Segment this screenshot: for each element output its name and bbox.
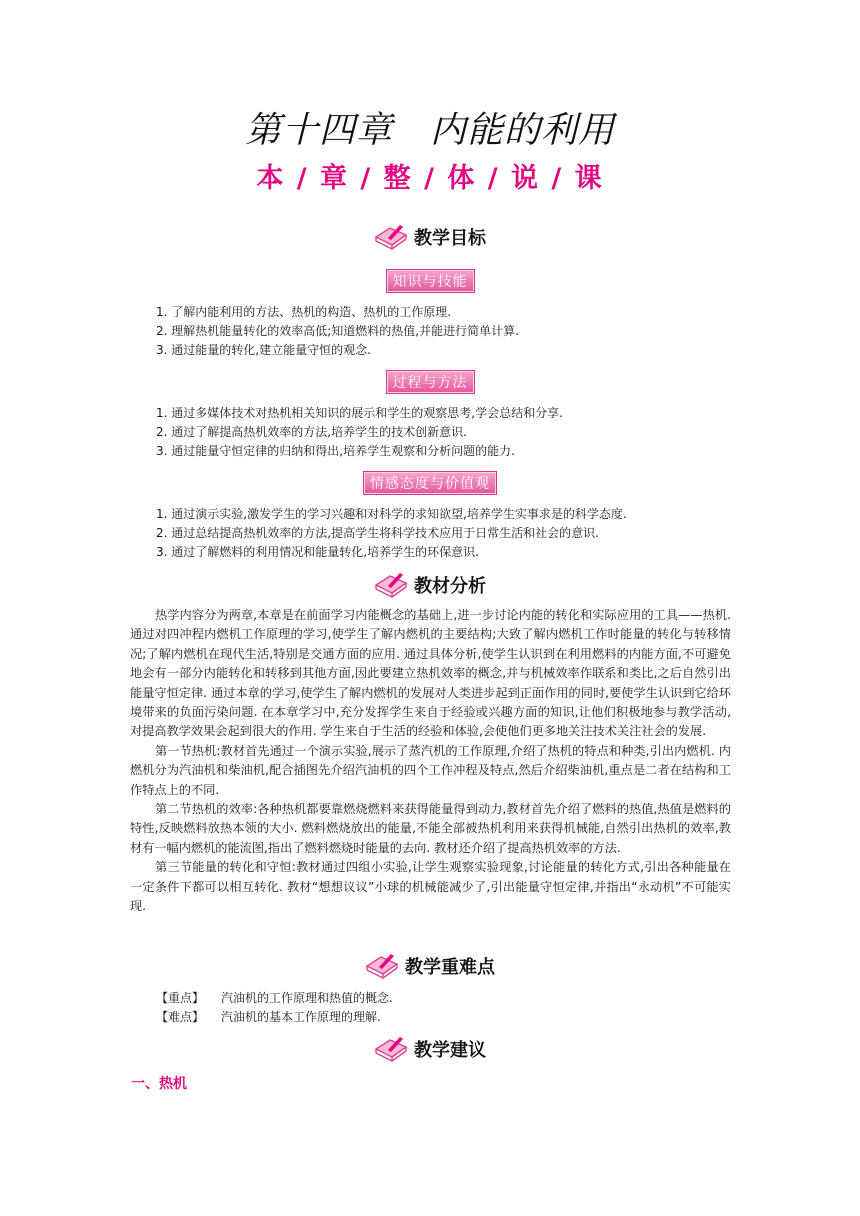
list-item: 3. 通过能量的转化,建立能量守恒的观念. — [156, 343, 371, 357]
notebook-pencil-icon — [374, 223, 408, 251]
paragraph: 第一节热机:教材首先通过一个演示实验,展示了蒸汽机的工作原理,介绍了热机的特点和种类,引出内燃机. 内燃机分为汽油机和柴油机,配合插图先介绍汽油机的四个工作冲程及特点,然后介绍柴油机,重点是二者在结构和工作特点上的不同. — [130, 743, 731, 797]
teaching-goals-heading-text: 教学目标 — [414, 228, 486, 249]
list-item: 1. 通过演示实验,激发学生的学习兴趣和对科学的求知欲望,培养学生实事求是的科学态度. — [156, 507, 627, 521]
suggestions-heading-text: 教学建议 — [414, 1040, 486, 1061]
paragraph: 第三节能量的转化和守恒:教材通过四组小实验,让学生观察实验现象,讨论能量的转化方式,引出各种能量在一定条件下都可以相互转化. 教材“想想议议”小球的机械能减少了,引出能量守恒定律,并指出“永动机”不可能实现. — [130, 860, 731, 914]
section-heading-heat-engine: 一、热机 — [131, 1076, 187, 1092]
chapter-subtitle: 本 / 章 / 整 / 体 / 说 / 课 — [256, 163, 604, 194]
paragraph: 热学内容分为两章,本章是在前面学习内能概念的基础上,进一步讨论内能的转化和实际应用的工具——热机. 通过对四冲程内燃机工作原理的学习,使学生了解内燃机的主要结构;大致了解内燃机工作时能量的转化与转移情况;了解内燃机在现代生活,特别是交通方面的应用. 通过具体分析,使学生认识到在利用燃料的内能方面,不可避免地会有一部分内能转化和转移到其他方面,因此要建立热机效率的概念,并与机械效率作联系和类比,之后自然引出能量守恒定律. 通过本章的学习,使学生了解内燃机的发展对人类进步起到正面作用的同时,要使学生认识到它给环境带来的负面污染问题. 在本章学习中,充分发挥学生来自于经验或兴趣方面的知识,让他们积极地参与教学活动,对提高教学效果会起到很大的作用. 学生来自于生活的经验和体验,会使他们更多地关注技术关注社会的发展. — [130, 608, 731, 739]
paragraph: 第二节热机的效率:各种热机都要靠燃烧燃料来获得能量得到动力,教材首先介绍了燃料的热值,热值是燃料的特性,反映燃料放热本领的大小. 燃料燃烧放出的能量,不能全部被热机利用来获得机械能,自然引出热机的效率,教材有一幅内燃机的能流图,指出了燃料燃烧时能量的去向. 教材还介绍了提高热机效率的方法. — [130, 802, 731, 855]
list-item: 3. 通过了解燃料的利用情况和能量转化,培养学生的环保意识. — [156, 545, 479, 559]
focus-label: 【重点】 — [156, 991, 205, 1005]
difficulty-text: 汽油机的基本工作原理的理解. — [221, 1010, 381, 1024]
list-item: 2. 通过了解提高热机效率的方法,培养学生的技术创新意识. — [156, 425, 467, 439]
list-item: 1. 了解内能利用的方法、热机的构造、热机的工作原理. — [156, 305, 452, 319]
list-item: 3. 通过能量守恒定律的归纳和得出,培养学生观察和分析问题的能力. — [156, 444, 515, 458]
key-points-heading — [0, 952, 860, 982]
suggestions-heading — [0, 1035, 860, 1065]
material-analysis-body — [130, 606, 731, 917]
list-item: 2. 理解热机能量转化的效率高低;知道燃料的热值,并能进行简单计算. — [156, 324, 519, 338]
chapter-title: 第十四章 内能的利用 — [244, 110, 615, 151]
focus-text: 汽油机的工作原理和热值的概念. — [221, 991, 393, 1005]
process-methods-label: 过程与方法 — [0, 370, 860, 394]
notebook-pencil-icon — [365, 952, 399, 980]
notebook-pencil-icon — [374, 1035, 408, 1063]
teaching-goals-heading — [0, 223, 860, 253]
list-item: 2. 通过总结提高热机效率的方法,提高学生将科学技术应用于日常生活和社会的意识. — [156, 526, 599, 540]
difficulty-label: 【难点】 — [156, 1010, 205, 1024]
key-points-heading-text: 教学重难点 — [405, 957, 495, 978]
knowledge-skills-label: 知识与技能 — [0, 269, 860, 293]
material-analysis-heading — [0, 571, 860, 601]
emotion-values-label: 情感态度与价值观 — [0, 471, 860, 495]
material-analysis-heading-text: 教材分析 — [414, 576, 486, 597]
notebook-pencil-icon — [374, 571, 408, 599]
list-item: 1. 通过多媒体技术对热机相关知识的展示和学生的观察思考,学会总结和分享. — [156, 406, 563, 420]
